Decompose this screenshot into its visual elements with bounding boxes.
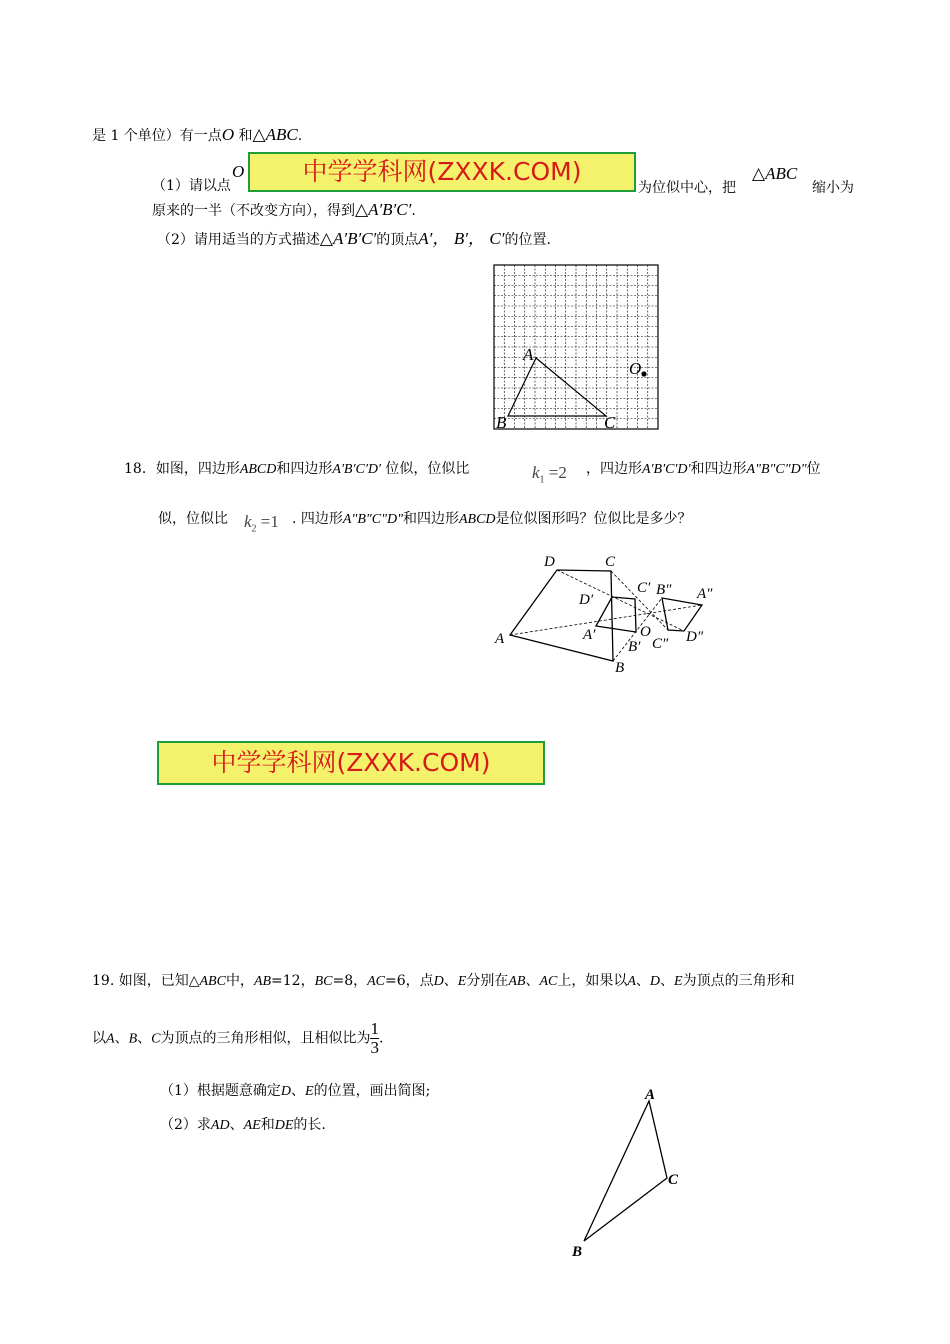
q19-sep6: 、 xyxy=(137,1030,152,1047)
q18-abcd1: A'B'C'D' xyxy=(332,462,381,477)
q17-part1-line1 xyxy=(152,175,231,195)
q19-d3: D xyxy=(649,974,661,989)
q19-part2-de: DE xyxy=(274,1118,294,1133)
q19-part2-sep: 、 xyxy=(229,1117,244,1133)
q19-part1 xyxy=(160,1080,430,1100)
quad-abcd xyxy=(510,570,613,661)
q18-line2-rest xyxy=(292,508,692,528)
q18-and3: 和四边形 xyxy=(402,511,459,527)
q19-line2-b: 为顶点的三角形相似，且相似比为 xyxy=(160,1030,371,1047)
q17-part1-line2-text: 原来的一半（不改变方向），得到 xyxy=(152,203,355,219)
triangle-abc-19 xyxy=(584,1101,667,1241)
q19-sep4: 、 xyxy=(660,973,675,989)
q17-part1-o: O xyxy=(232,162,245,181)
q19-part2-b: 的长. xyxy=(293,1117,326,1133)
q19-ac-val: =6，点 xyxy=(385,973,434,989)
q18-line2-start xyxy=(158,508,228,528)
q18-line1 xyxy=(124,458,469,478)
q17-part1-tri: △ABC xyxy=(752,164,798,183)
point-o-dot xyxy=(641,371,646,376)
q17-part2-a: A′， xyxy=(418,229,450,248)
fig-label-d1: D′ xyxy=(579,592,594,608)
fig-label-b2: B″ xyxy=(656,582,672,598)
q18-abcd3: ABCD xyxy=(458,512,496,527)
q18-k1-symbol: k xyxy=(532,463,540,482)
q18-comma1: ，四边形 xyxy=(586,461,642,477)
q18-k2 xyxy=(244,512,279,534)
q19-e3: E xyxy=(674,974,683,989)
grid-lines xyxy=(494,265,658,429)
q19-line1-e: 为顶点的三角形和 xyxy=(682,973,795,989)
q17-part1-mid-text: 为位似中心，把 xyxy=(638,180,736,196)
q19-ac2: AC xyxy=(539,974,558,989)
q19-part2-ae: AE xyxy=(243,1118,261,1133)
q17-line1-text: 是 1 个单位）有一点 xyxy=(92,128,222,144)
q19-c4: C xyxy=(151,1031,161,1047)
q19-line2 xyxy=(92,1020,383,1057)
fig-label-d: D xyxy=(544,554,555,570)
q19-abc: ABC xyxy=(199,974,226,989)
q17-point-o: O xyxy=(221,125,235,144)
q19-b4: B xyxy=(128,1031,138,1047)
q19-a3: A xyxy=(627,974,636,989)
q18-and1: 和四边形 xyxy=(276,461,333,477)
fig-label-a1: A′ xyxy=(583,627,596,643)
q18-k2-symbol: k xyxy=(244,512,252,531)
q18-wei: 位 xyxy=(806,461,821,477)
q17-part1-tri2: △A′B′C′ xyxy=(355,200,412,219)
q19-part1-d: D xyxy=(280,1084,292,1099)
q19-part1-b: 的位置，画出简图; xyxy=(313,1083,431,1099)
fig-label-c1: C′ xyxy=(637,580,651,596)
q18-k2-sub: 2 xyxy=(251,523,257,535)
fig-label-a: A xyxy=(495,631,505,647)
q18-dot: . xyxy=(292,511,297,527)
q19-fraction xyxy=(370,1020,379,1057)
q18-line2-suffix: 是位似图形吗？位似比是多少？ xyxy=(495,511,692,527)
q18-k1-val: =2 xyxy=(548,463,567,482)
q18-k1-sub: 1 xyxy=(539,474,545,486)
q19-sep2: 、 xyxy=(525,973,540,989)
q19-a4: A xyxy=(106,1031,115,1047)
q19-part1-sep: 、 xyxy=(291,1083,306,1099)
q18-line2-prefix: 似，位似比 xyxy=(158,511,228,527)
grid-label-b: B xyxy=(496,413,507,432)
grid-label-c: C xyxy=(604,413,616,432)
q17-part2 xyxy=(157,224,551,249)
q17-part2-tri: △A′B′C′ xyxy=(319,229,377,248)
q17-part1-suffix: 缩小为 xyxy=(812,180,854,196)
fig-label-a2: A″ xyxy=(697,586,713,602)
q17-part2-prefix: （2）请用适当的方式描述 xyxy=(157,232,320,248)
q19-line1-c: 分别在 xyxy=(466,973,509,989)
q17-part2-mid: 的顶点 xyxy=(376,232,419,248)
q18-abcd1b: A'B'C'D' xyxy=(642,462,691,477)
q19-sep1: 、 xyxy=(443,973,458,989)
q18-line2-mid: 四边形 xyxy=(300,511,343,527)
fig-label-o: O xyxy=(640,624,651,640)
q18-abcd2b: A"B"C"D" xyxy=(342,512,403,527)
q19-part2-a: （2）求 xyxy=(160,1117,211,1133)
q19-bc-val: =8， xyxy=(332,973,368,989)
q19-line1 xyxy=(92,970,795,990)
q17-line1 xyxy=(92,125,302,145)
q19-frac-num: 1 xyxy=(370,1019,379,1038)
triangle-abc xyxy=(508,358,606,416)
q17-part1-end: . xyxy=(411,203,416,219)
grid-label-a: A xyxy=(523,345,534,364)
q19-e: E xyxy=(457,974,467,989)
q19-label-a: A xyxy=(645,1087,656,1103)
q18-line1-prefix: 18．如图，四边形 xyxy=(124,461,240,477)
q19-line2-a: 以 xyxy=(92,1030,106,1047)
q19-sep5: 、 xyxy=(114,1030,129,1047)
q19-part1-e: E xyxy=(305,1084,314,1099)
q19-part2 xyxy=(160,1114,326,1134)
fig-label-b1: B′ xyxy=(628,639,641,655)
q19-d: D xyxy=(433,974,444,989)
q18-ratio-text1: 位似，位似比 xyxy=(385,461,470,477)
q19-label-c: C xyxy=(668,1172,679,1188)
q19-ab: AB xyxy=(253,974,272,989)
fig-label-b: B xyxy=(615,660,625,676)
q19-line1-d: 上，如果以 xyxy=(557,973,628,989)
q17-part2-c: C′ xyxy=(489,229,505,248)
fig-label-d2: D″ xyxy=(686,629,704,645)
q18-abcd: ABCD xyxy=(239,462,277,477)
q17-part2-suffix: 的位置. xyxy=(504,232,551,248)
q19-bc: BC xyxy=(314,974,333,989)
fig-label-c: C xyxy=(605,554,616,570)
q18-k1 xyxy=(532,463,567,485)
q19-part2-ad: AD xyxy=(210,1118,230,1133)
q17-grid-figure xyxy=(486,258,666,438)
q19-ab-val: =12， xyxy=(271,973,315,989)
q17-part1-line2 xyxy=(152,200,416,220)
q19-label-b: B xyxy=(572,1244,583,1260)
q19-line1-a: 19. 如图，已知△ xyxy=(92,973,200,989)
q17-part1-prefix: （1）请以点 xyxy=(152,178,231,194)
q19-part1-a: （1）根据题意确定 xyxy=(160,1083,281,1099)
dashed-rays xyxy=(510,570,702,661)
fig-label-c2: C″ xyxy=(652,636,669,652)
watermark-middle: 中学学科网(ZXXK.COM) xyxy=(157,741,545,785)
q19-ab2: AB xyxy=(508,974,526,989)
q19-line2-end: . xyxy=(378,1030,384,1047)
quad-a2b2c2d2 xyxy=(662,598,702,631)
q18-k2-val: =1 xyxy=(260,512,279,531)
q17-part1-mid xyxy=(638,177,736,197)
q19-part2-and: 和 xyxy=(260,1117,275,1133)
q17-part2-b: B′， xyxy=(453,229,485,248)
q17-triangle-abc: △ABC xyxy=(252,125,298,144)
q19-sep3: 、 xyxy=(635,973,650,989)
watermark-top: 中学学科网(ZXXK.COM) xyxy=(248,152,636,192)
q18-line1-end xyxy=(586,458,821,478)
q17-period: . xyxy=(297,128,303,144)
q19-frac-den: 3 xyxy=(370,1038,379,1057)
q19-figure xyxy=(562,1078,692,1263)
q19-line1-b: 中， xyxy=(225,973,254,989)
q19-ac: AC xyxy=(367,974,386,989)
q18-and2: 和四边形 xyxy=(690,461,747,477)
quad-a1b1c1d1 xyxy=(596,597,636,632)
q18-figure xyxy=(488,546,728,678)
q17-and: 和 xyxy=(238,128,253,144)
grid-label-o: O xyxy=(629,359,642,378)
q18-abcd2: A"B"C"D" xyxy=(746,462,807,477)
